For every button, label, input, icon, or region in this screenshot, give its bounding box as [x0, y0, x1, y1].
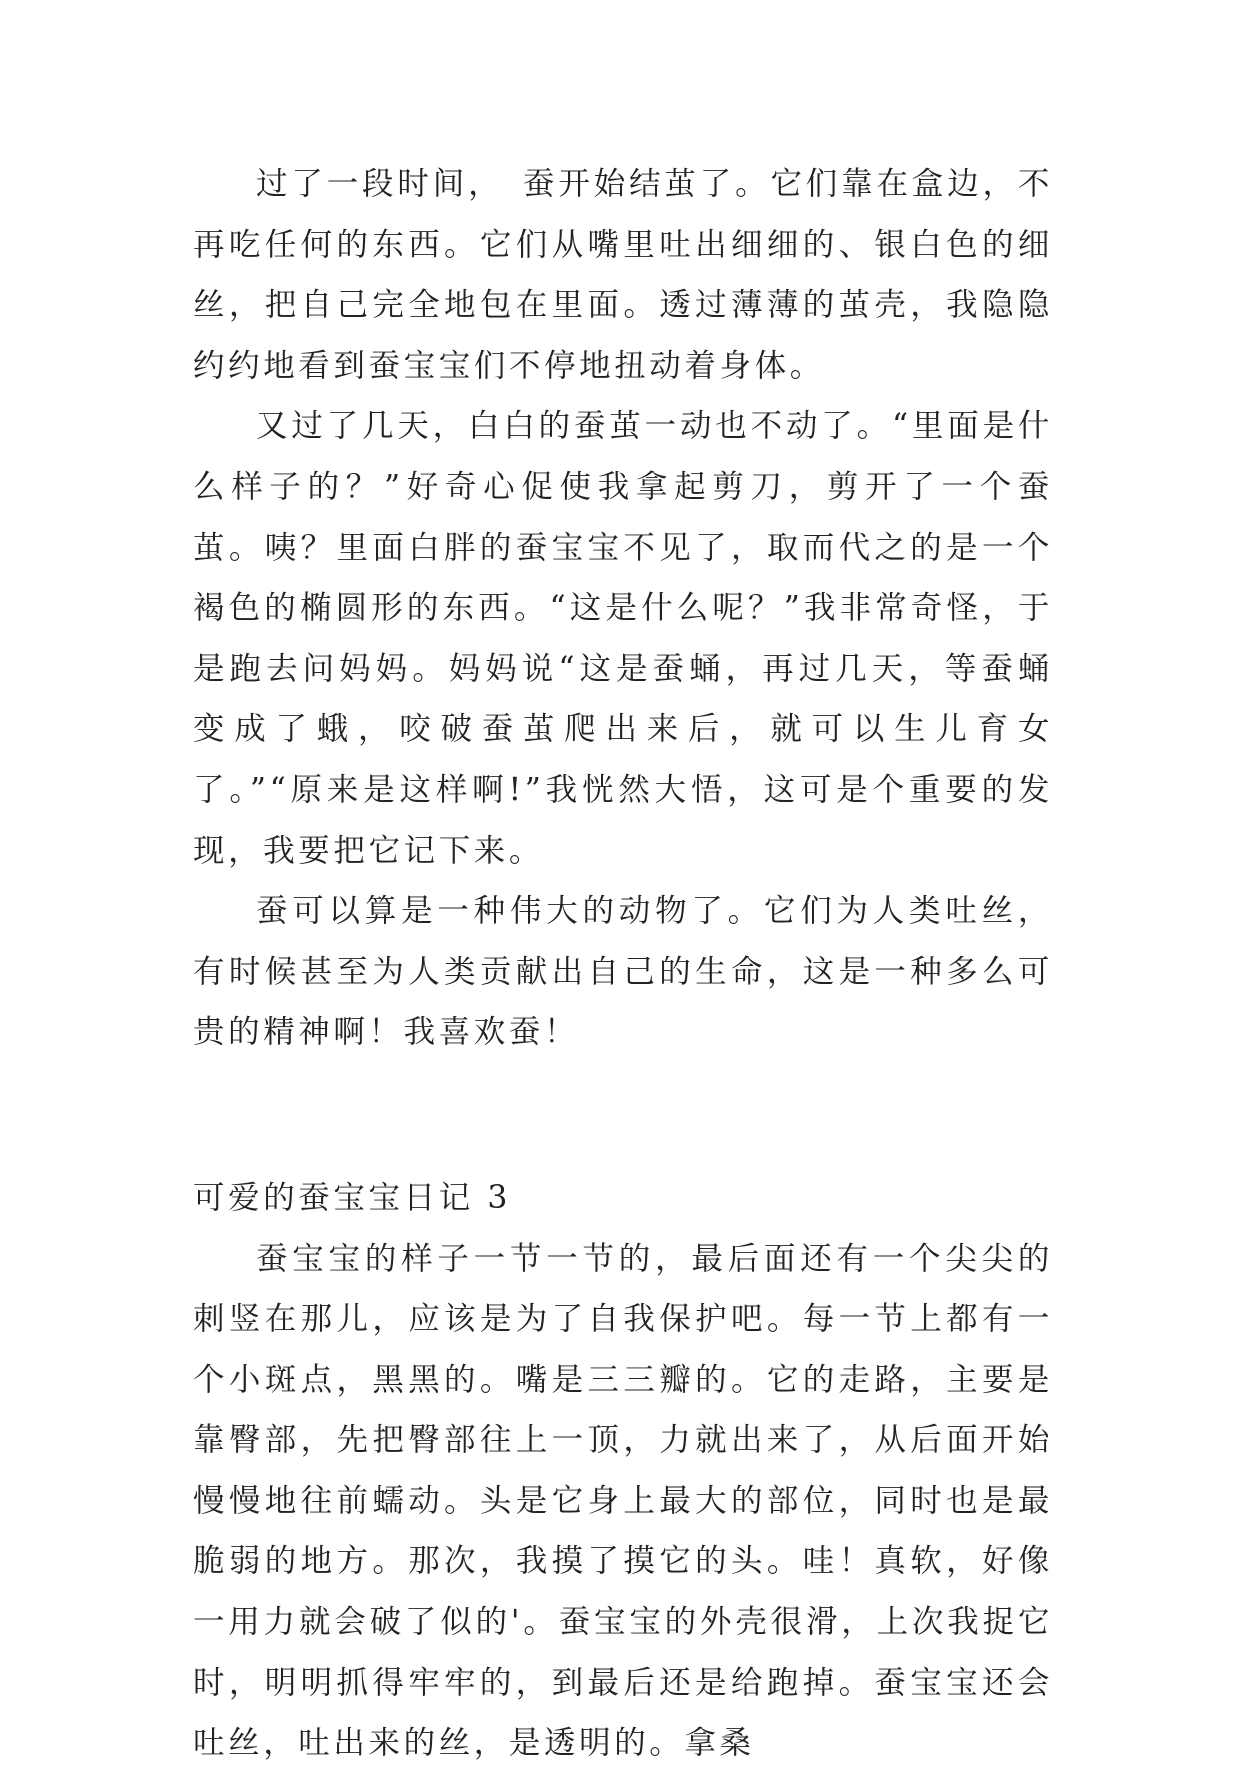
paragraph-silkworm-description: 蚕宝宝的样子一节一节的，最后面还有一个尖尖的刺竖在那儿，应该是为了自我保护吧。每一节上都有一个小斑点，黑黑的。嘴是三三瓣的。它的走路，主要是靠臀部，先把臀部往上一顶，力就出来了，从后面开始慢慢地往前蠕动。头是它身上最大的部位，同时也是最脆弱的地方。那次，我摸了摸它的头。哇！真软，好像一用力就会破了似的'。蚕宝宝的外壳很滑，上次我捉它时，明明抓得牢牢的，到最后还是给跑掉。蚕宝宝还会吐丝，吐出来的丝，是透明的。拿桑: [193, 1240, 1053, 1762]
document-body: [193, 154, 1053, 1774]
paragraph-cutting-cocoon: 又过了几天，白白的蚕茧一动也不动了。“里面是什么样子的？”好奇心促使我拿起剪刀，剪开了一个蚕茧。咦？里面白胖的蚕宝宝不见了，取而代之的是一个褐色的椭圆形的东西。“这是什么呢？”我非常奇怪，于是跑去问妈妈。妈妈说“这是蚕蛹，再过几天，等蚕蛹变成了蛾，咬破蚕茧爬出来后，就可以生儿育女了。”“原来是这样啊!”我恍然大悟，这可是个重要的发现，我要把它记下来。: [193, 408, 1053, 869]
paragraph-cocoon-spinning: 过了一段时间， 蚕开始结茧了。它们靠在盒边，不再吃任何的东西。它们从嘴里吐出细细的、银白色的细丝，把自己完全地包在里面。透过薄薄的茧壳，我隐隐约约地看到蚕宝宝们不停地扭动着身体。: [193, 166, 1053, 384]
diary-title: 可爱的蚕宝宝日记 3: [193, 1179, 512, 1216]
paragraph-praise-silkworm: 蚕可以算是一种伟大的动物了。它们为人类吐丝，有时候甚至为人类贡献出自己的生命，这是一种多么可贵的精神啊！我喜欢蚕！: [193, 893, 1053, 1051]
